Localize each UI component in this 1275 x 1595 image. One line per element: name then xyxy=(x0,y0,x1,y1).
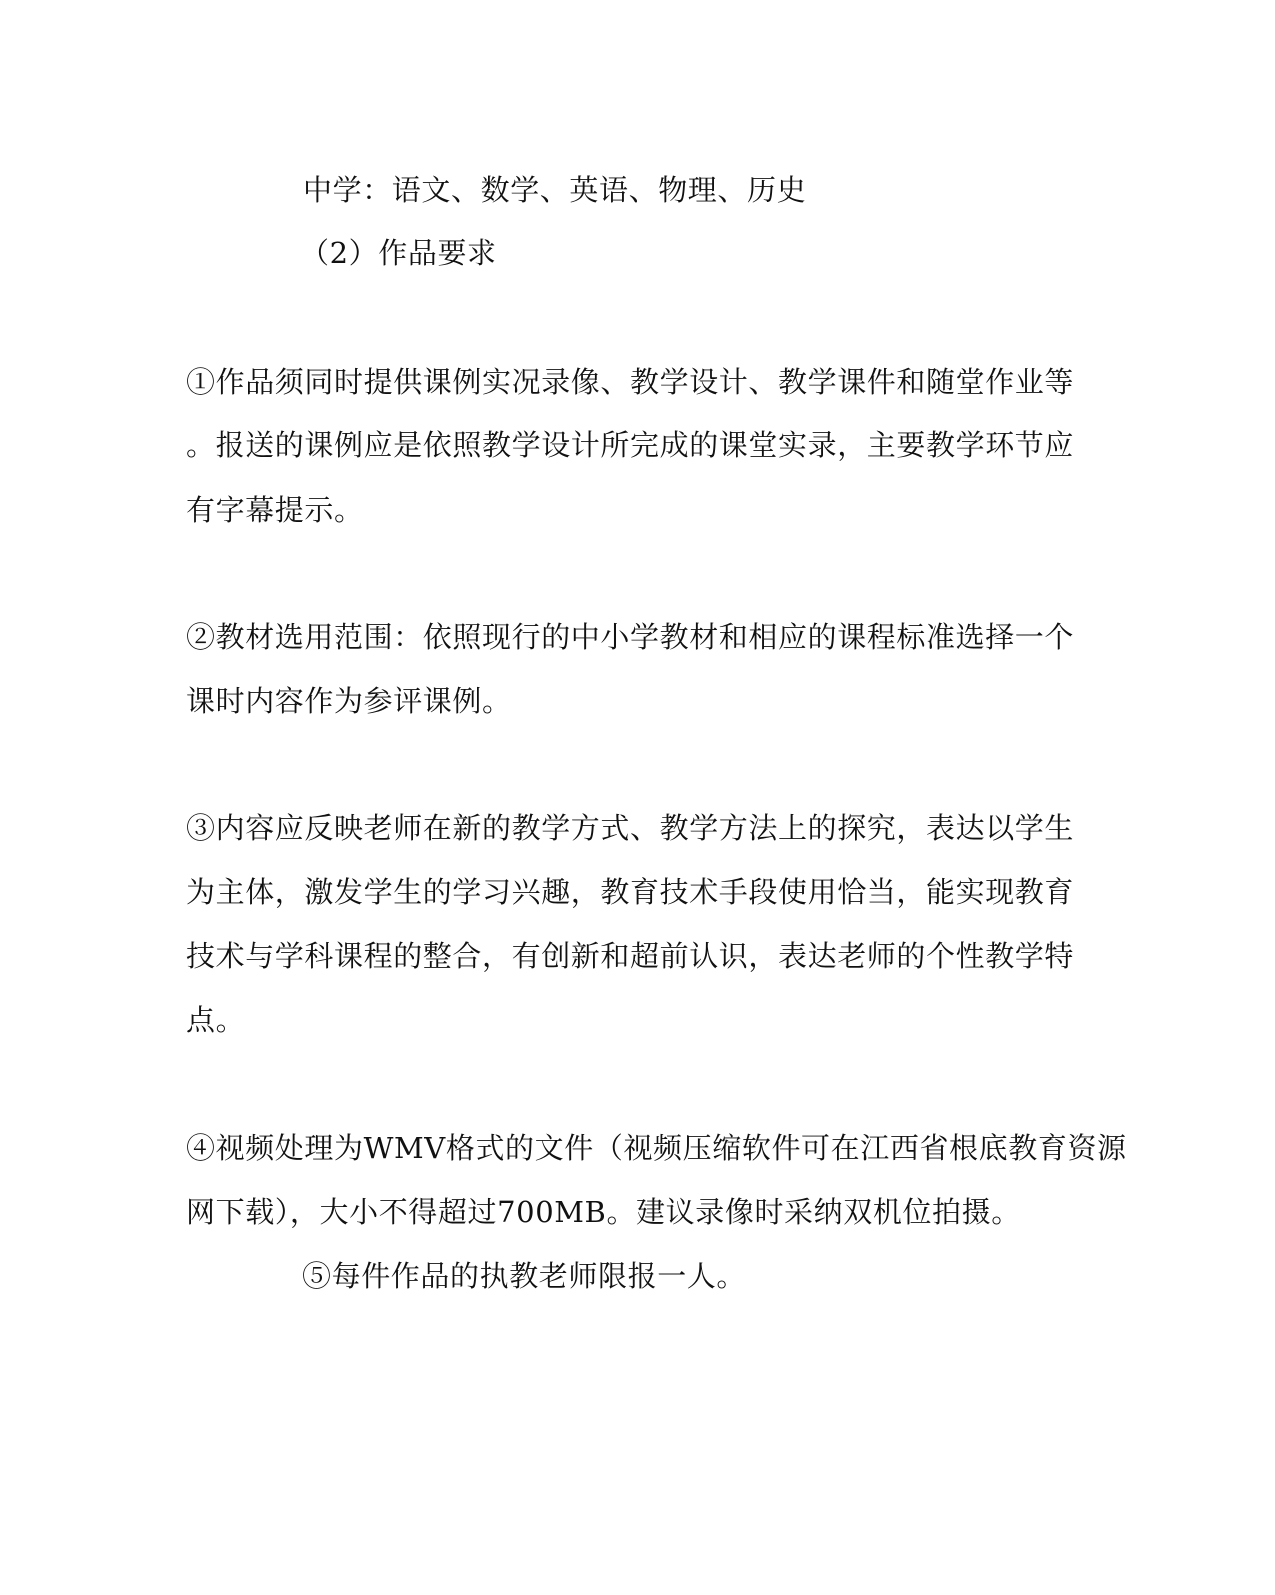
requirement-2-line-1: ②教材选用范围：依照现行的中小学教材和相应的课程标准选择一个 xyxy=(186,620,1075,654)
requirement-3-line-2: 为主体，激发学生的学习兴趣，教育技术手段使用恰当，能实现教育 xyxy=(186,875,1075,909)
subjects-line: 中学：语文、数学、英语、物理、历史 xyxy=(303,173,807,207)
requirement-3-line-1: ③内容应反映老师在新的教学方式、教学方法上的探究，表达以学生 xyxy=(186,811,1075,845)
requirement-3-line-4: 点。 xyxy=(186,1003,246,1037)
requirement-3-line-3: 技术与学科课程的整合，有创新和超前认识，表达老师的个性教学特 xyxy=(186,939,1075,973)
requirement-1-line-1: ①作品须同时提供课例实况录像、教学设计、教学课件和随堂作业等 xyxy=(186,365,1075,399)
requirement-2-line-2: 课时内容作为参评课例。 xyxy=(186,684,512,718)
requirement-4-line-2: 网下载），大小不得超过700MB。建议录像时采纳双机位拍摄。 xyxy=(186,1195,1021,1229)
requirement-1-line-3: 有字幕提示。 xyxy=(186,493,364,527)
requirement-4-line-1: ④视频处理为WMV格式的文件（视频压缩软件可在江西省根底教育资源 xyxy=(186,1131,1127,1165)
section-heading: （2）作品要求 xyxy=(300,236,497,270)
requirement-1-line-2: 。报送的课例应是依照教学设计所完成的课堂实录，主要教学环节应 xyxy=(186,428,1075,462)
requirement-5-line-1: ⑤每件作品的执教老师限报一人。 xyxy=(302,1259,747,1293)
